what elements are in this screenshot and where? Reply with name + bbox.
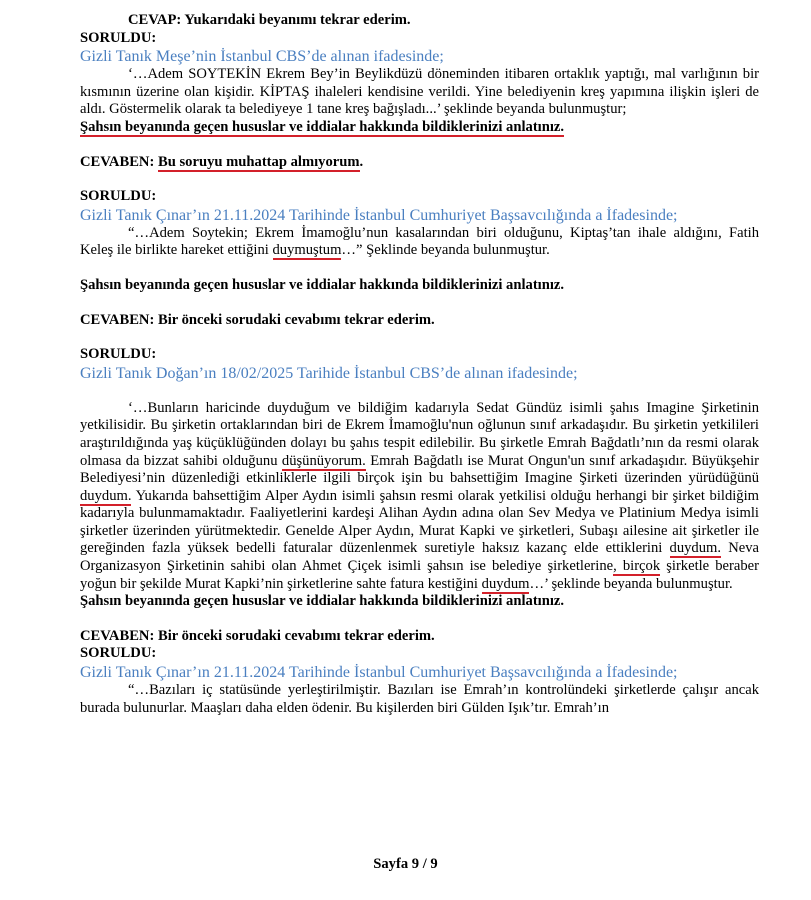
question-heading: SORULDU: <box>80 29 157 46</box>
answer-line: CEVABEN: Bir önceki sorudaki cevabımı tekrar ederim. <box>80 627 435 644</box>
underlined-word: duydum <box>481 575 530 592</box>
source-reference: Gizli Tanık Meşe’nin İstanbul CBS’de alınan ifadesinde; <box>80 48 444 66</box>
underlined-word: duymuştum <box>272 242 342 259</box>
answer-repeat: CEVAP: Yukarıdaki beyanımı tekrar ederim. <box>128 12 411 28</box>
witness-quote: ‘…Bunların haricinde duyduğum ve bildiğim kadarıyla Sedat Gündüz isimli şahıs Imagine Şirketinin yetkilisidir. Bu şirketin ortaklarından biri de Ekrem İmamoğlu'nun oğlunun sınıf arkadaşıdır. Bu şirketin yetkilileri araştırıldığında yaş küçüklüğünden dolayı bu şahıs tespit edilebilir. Bu şirketle Emrah Bağdatlı’nın da resmi olarak olmasa da bizzat sahibi olduğunu düşünüyorum. Emrah Bağdatlı ise Murat Ongun'un sınıf arkadaşıdır. Büyükşehir Belediyesi’nin düzenlediği etkinliklerle ilgili birçok işin bu bahsettiğim Imagine Şirketi üzerinden yürüdüğünü duydum. Yukarıda bahsettiğim Alper Aydın isimli şahsın resmi olarak yetkilisi olduğu herhangi bir şirket bildiğim kadarıyla bulunmamaktadır. Faaliyetlerini kardeşi Alihan Aydın adına olan Sev Medya ve Platinium Medya isimli şirketler üzerinden yürütmektedir. Genelde Alper Aydın, Murat Kapki ve şirketleri, Subaşı ailesine ait şirketler ile gereğinden fazla yüksek bedelli faturalar düzenlenmek suretiyle haksız kazanç elde ettiklerini duydum. Neva Organizasyon Şirketinin sahibi olan Ahmet Çiçek isimli şahsın ise belediye şirketlerine, birçok şirketle beraber yoğun bir şekilde Murat Kapki’nin şirketlerine sahte fatura kestiğini duydum…’ şeklinde beyanda bulunmuştur. <box>80 399 759 592</box>
answer-line: CEVABEN: Bir önceki sorudaki cevabımı tekrar ederim. <box>80 311 435 328</box>
underlined-word: düşünüyorum. <box>281 452 366 469</box>
page-number: Sayfa 9 / 9 <box>373 856 438 872</box>
source-reference: Gizli Tanık Çınar’ın 21.11.2024 Tarihinde İstanbul Cumhuriyet Başsavcılığında a İfadesinde; <box>80 206 678 224</box>
question-heading: SORULDU: <box>80 188 157 205</box>
question-heading: SORULDU: <box>80 346 157 363</box>
question-text: Şahsın beyanında geçen hususlar ve iddialar hakkında bildiklerinizi anlatınız. <box>80 593 565 610</box>
question-heading: SORULDU: <box>80 645 157 662</box>
source-reference: Gizli Tanık Doğan’ın 18/02/2025 Tarihide İstanbul CBS’de alınan ifadesinde; <box>80 364 578 382</box>
witness-quote: “…Bazıları iç statüsünde yerleştirilmiştir. Bazıları ise Emrah’ın kontrolündeki şirketlerde çalışır ancak burada bulunurlar. Maaşları daha elden ödenir. Bu kişilerden biri Gülden Işık’tır. Emrah’ın <box>80 682 759 716</box>
source-reference: Gizli Tanık Çınar’ın 21.11.2024 Tarihinde İstanbul Cumhuriyet Başsavcılığında a İfadesinde; <box>80 664 678 682</box>
question-text <box>80 119 759 137</box>
question-text: Şahsın beyanında geçen hususlar ve iddialar hakkında bildiklerinizi anlatınız. <box>80 276 565 293</box>
witness-quote: “…Adem Soytekin; Ekrem İmamoğlu’nun kasalarından biri olduğunu, Kiptaş’tan ihale aldığını, Fatih Keleş ile birlikte hareket ettiğini duymuştum…” Şeklinde beyanda bulunmuştur. <box>80 224 759 259</box>
underlined-word: , birçok <box>613 558 661 575</box>
witness-quote: ‘…Adem SOYTEKİN Ekrem Bey’in Beylikdüzü döneminden itibaren ortaklık yaptığı, mal varlığının bir kısmının üzerine olan kişidir. KİPTAŞ ihaleleri kendisine verildi. Yine belediyenin kreş yapımına ilişkin işleri de aldı. Göstermelik olarak ta belediyeye 1 tane kreş bağışladı...’ şeklinde beyanda bulunmuştur; <box>80 66 759 118</box>
underlined-word: duydum. <box>669 540 722 557</box>
underlined-question: Şahsın beyanında geçen hususlar ve iddialar hakkında bildiklerinizi anlatınız. <box>80 118 565 135</box>
underlined-word: duydum. <box>80 487 132 504</box>
answer-label: CEVABEN: <box>80 153 158 170</box>
underlined-answer: Bu soruyu muhattap almıyorum <box>158 153 360 170</box>
answer-line: CEVABEN: Bu soruyu muhattap almıyorum. <box>80 153 364 170</box>
